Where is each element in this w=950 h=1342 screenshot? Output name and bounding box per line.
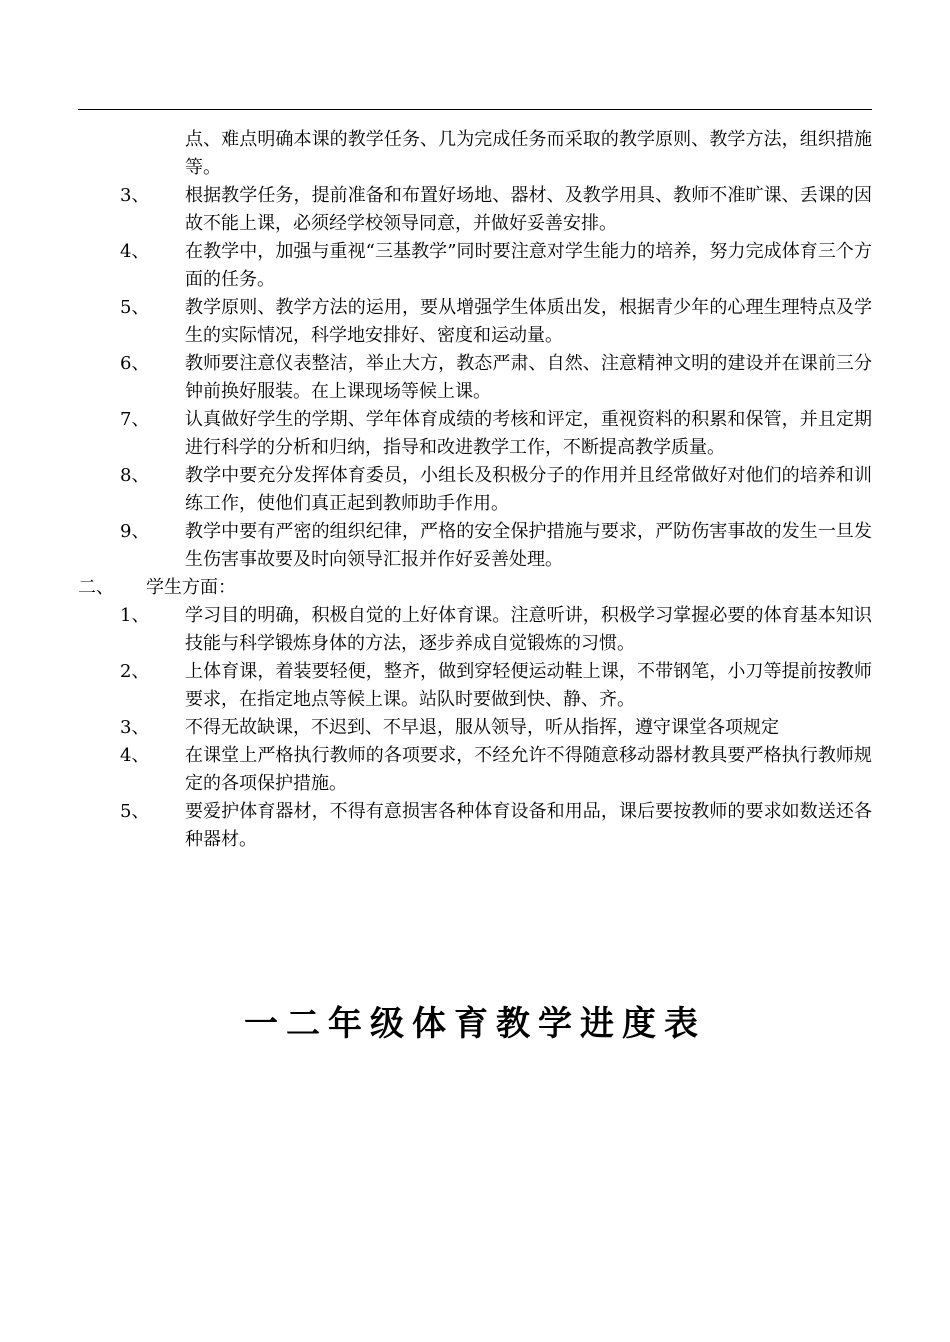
section-number: 二、 [78, 577, 114, 598]
item-text: 学习目的明确，积极自觉的上好体育课。注意听讲，积极学习掌握必要的体育基本知识技能与科学锻炼身体的方法，逐步养成自觉锻炼的习惯。 [185, 605, 872, 654]
item-number: 7、 [120, 409, 150, 430]
teacher-items-list [78, 182, 872, 574]
list-item [78, 462, 872, 518]
item-text: 根据教学任务，提前准备和布置好场地、器材、及教学用具、教师不准旷课、丢课的因故不能上课，必须经学校领导同意，并做好妥善安排。 [185, 185, 872, 234]
list-item [78, 658, 872, 714]
item-text: 在课堂上严格执行教师的各项要求，不经允许不得随意移动器材教具要严格执行教师规定的各项保护措施。 [185, 745, 872, 794]
item-text: 不得无故缺课，不迟到、不早退，服从领导，听从指挥，遵守课堂各项规定 [185, 717, 779, 738]
section-title: 学生方面： [146, 577, 236, 598]
continuation-paragraph: 点、难点明确本课的教学任务、几为完成任务而采取的教学原则、教学方法，组织措施等。 [185, 129, 872, 178]
list-item [78, 798, 872, 854]
item-text: 教学中要有严密的组织纪律，严格的安全保护措施与要求，严防伤害事故的发生一旦发生伤害事故要及时向领导汇报并作好妥善处理。 [185, 521, 872, 570]
item-text: 要爱护体育器材，不得有意损害各种体育设备和用品，课后要按教师的要求如数送还各种器材。 [185, 801, 872, 850]
item-text: 教学原则、教学方法的运用，要从增强学生体质出发，根据青少年的心理生理特点及学生的实际情况，科学地安排好、密度和运动量。 [185, 297, 872, 346]
item-number: 8、 [120, 465, 150, 486]
list-item [78, 294, 872, 350]
item-number: 4、 [120, 241, 150, 262]
item-text: 认真做好学生的学期、学年体育成绩的考核和评定，重视资料的积累和保管，并且定期进行科学的分析和归纳，指导和改进教学工作，不断提高教学质量。 [185, 409, 872, 458]
item-number: 1、 [120, 605, 150, 626]
student-items-list [78, 602, 872, 854]
list-item [78, 714, 872, 742]
schedule-title: 一二年级体育教学进度表 [244, 1004, 706, 1044]
item-text: 教学中要充分发挥体育委员，小组长及积极分子的作用并且经常做好对他们的培养和训练工作，使他们真正起到教师助手作用。 [185, 465, 872, 514]
item-number: 4、 [120, 745, 150, 766]
list-item [78, 742, 872, 798]
list-item [78, 602, 872, 658]
list-item [78, 350, 872, 406]
item-number: 6、 [120, 353, 150, 374]
item-text: 教师要注意仪表整洁，举止大方，教态严肃、自然、注意精神文明的建设并在课前三分钟前换好服装。在上课现场等候上课。 [185, 353, 872, 402]
header-rule [78, 109, 872, 110]
document-body [78, 126, 872, 854]
item-number: 2、 [120, 661, 150, 682]
item-number: 5、 [120, 297, 150, 318]
section-heading-students [78, 574, 872, 602]
list-item [78, 406, 872, 462]
list-item [78, 518, 872, 574]
item-text: 在教学中，加强与重视“三基教学”同时要注意对学生能力的培养，努力完成体育三个方面的任务。 [185, 241, 872, 290]
list-item [78, 182, 872, 238]
item-text: 上体育课，着装要轻便，整齐，做到穿轻便运动鞋上课，不带钢笔，小刀等提前按教师要求，在指定地点等候上课。站队时要做到快、静、齐。 [185, 661, 872, 710]
list-item [78, 238, 872, 294]
item-number: 3、 [120, 185, 150, 206]
item-number: 5、 [120, 801, 150, 822]
item-number: 3、 [120, 717, 150, 738]
item-number: 9、 [120, 521, 150, 542]
